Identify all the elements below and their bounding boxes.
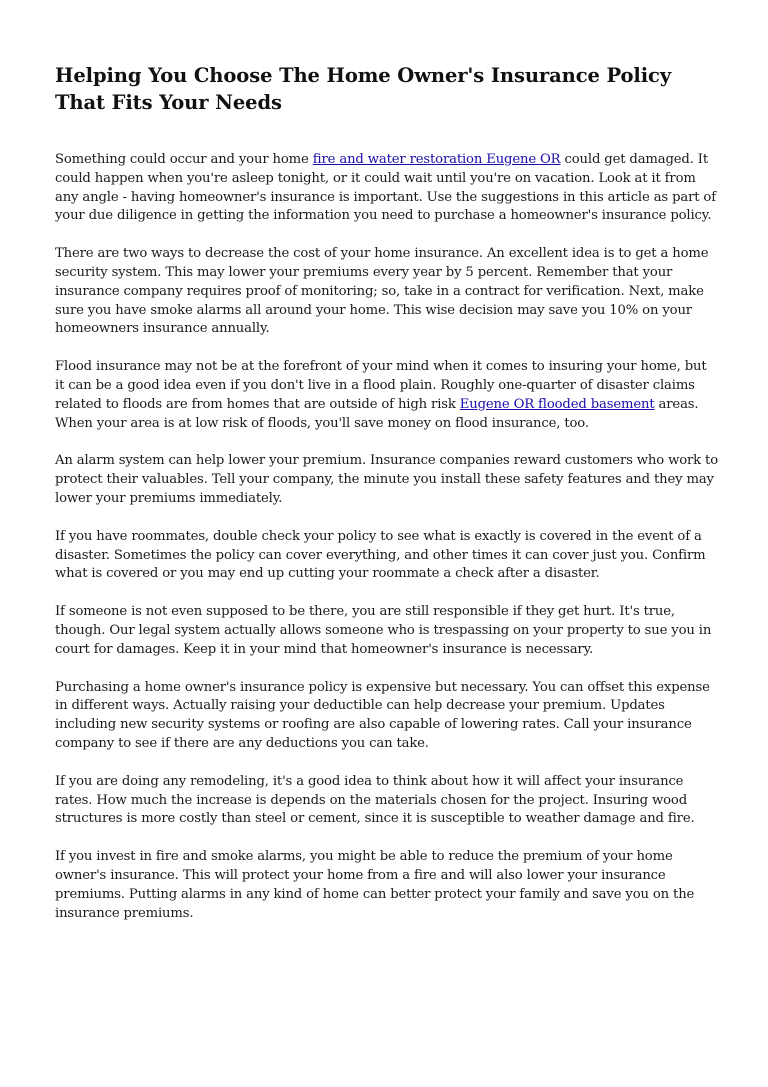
page-title: Helping You Choose The Home Owner's Insurance Policy That Fits Your Needs: [55, 64, 672, 114]
paragraph-flood: [55, 358, 718, 433]
paragraph-cost: There are two ways to decrease the cost of your home insurance. An excellent idea is to get a home security system. This may lower your premiums every year by 5 percent. Remember that your insurance company requires proof of monitoring; so, take in a contract for verification. Next, make sure you have smoke alarms all around your home. This wise decision may save you 10% on your homeowners insurance annually.: [55, 246, 709, 337]
paragraph-text: could get damaged. It could happen when you're asleep tonight, or it could wait until you're on vacation. Look at it from any angle - having homeowner's insurance is important. Use the suggestions in this article as part of your due diligence in getting the information you need to purchase a homeowner's insurance policy.: [55, 152, 716, 224]
paragraph-text: Something could occur and your home: [55, 152, 313, 167]
paragraph-remodeling: If you are doing any remodeling, it's a good idea to think about how it will affect your insurance rates. How much the increase is depends on the materials chosen for the project. Insuring wood structures is more costly than steel or cement, since it is susceptible to weather damage and fire.: [55, 773, 695, 827]
paragraph-intro: [55, 151, 718, 226]
paragraph-roommates: If you have roommates, double check your policy to see what is exactly is covered in the event of a disaster. Sometimes the policy can cover everything, and other times it can cover just you. Confirm what is covered or you may end up cutting your roommate a check after a disaster.: [55, 528, 706, 582]
paragraph-text: areas. When your area is at low risk of floods, you'll save money on flood insurance, too.: [55, 396, 699, 431]
restoration-link[interactable]: fire and water restoration Eugene OR: [312, 152, 561, 167]
flooded-basement-link[interactable]: Eugene OR flooded basement: [459, 396, 655, 412]
paragraph-smoke-alarms: If you invest in fire and smoke alarms, you might be able to reduce the premium of your home owner's insurance. This will protect your home from a fire and will also lower your insurance premiums. Putting alarms in any kind of home can better protect your family and save you on the insurance premiums.: [55, 849, 695, 921]
paragraph-alarm: An alarm system can help lower your premium. Insurance companies reward customers who work to protect their valuables. Tell your company, the minute you install these safety features and they may lower your premiums immediately.: [55, 453, 718, 506]
paragraph-purchasing: Purchasing a home owner's insurance policy is expensive but necessary. You can offset this expense in different ways. Actually raising your deductible can help decrease your premium. Updates including new security systems or roofing are also capable of lowering rates. Call your insurance company to see if there are any deductions you can take.: [55, 679, 710, 751]
paragraph-text: Flood insurance may not be at the forefront of your mind when it comes to insuring your home, but it can be a good idea even if you don't live in a flood plain. Roughly one-quarter of disaster claims related to floods are from homes that are outside of high risk: [55, 359, 707, 412]
paragraph-liability: If someone is not even supposed to be there, you are still responsible if they get hurt. It's true, though. Our legal system actually allows someone who is trespassing on your property to sue you in court for damages. Keep it in your mind that homeowner's insurance is necessary.: [55, 604, 712, 657]
